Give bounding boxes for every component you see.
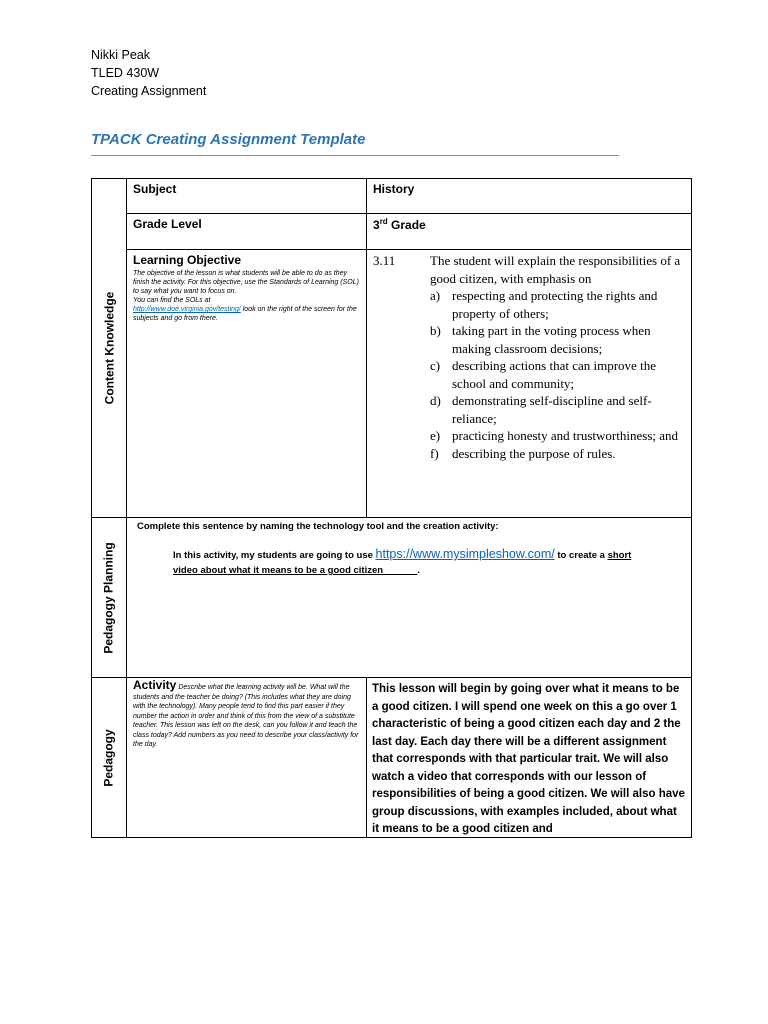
planning-prompt: Complete this sentence by naming the technology tool and the creation activity:: [137, 521, 499, 532]
activity-label-cell: [126, 677, 367, 838]
activity-description-cell: [366, 677, 692, 838]
list-item: b) taking part in the voting process when making classroom decisions;: [430, 323, 651, 356]
content-knowledge-label: Content Knowledge: [102, 291, 117, 405]
activity-label: Activity: [133, 678, 177, 692]
grade-value: 3rd Grade: [373, 217, 426, 232]
list-item: d) demonstrating self-discipline and self-reliance;: [430, 393, 652, 426]
list-item: f) describing the purpose of rules.: [430, 445, 616, 461]
objective-instructions: The objective of the lesson is what students will be able to do as they finish the activity. For this objective, use the Standards of Learning (SOL) to say what you want to focus on. You can find the SOLs at http://www.doe.virginia.gov/testing/ look on the right of the screen for the subjects and go from there.: [133, 270, 359, 322]
grade-value-cell: [366, 213, 692, 250]
subject-value: History: [373, 182, 415, 196]
pedagogy-side: [91, 677, 127, 838]
document-title: TPACK Creating Assignment Template: [91, 131, 366, 148]
planning-cell: [126, 517, 692, 678]
objective-intro: The student will explain the responsibilities of a good citizen, with emphasis on: [430, 253, 681, 286]
title-rule: [91, 155, 619, 156]
list-item: e) practicing honesty and trustworthiness; and: [430, 428, 679, 443]
subject-label-cell: [126, 178, 367, 214]
template-table: [91, 178, 692, 838]
activity-description: This lesson will begin by going over what it means to be a good citizen. I will spend one week on this a go over 1 characteristic of being a good citizen each day and 2 the last day. Each day there will be a different assignment that corresponds with that particular trait. We will also watch a video that corresponds with our lesson of responsibilities of being a good citizen. We will also have group discussions, with examples included, about what it means to be a good citizen and: [372, 683, 685, 835]
assignment-name: Creating Assignment: [91, 84, 207, 98]
course-code: TLED 430W: [91, 66, 160, 80]
pedagogy-planning-side: [91, 517, 127, 678]
sol-link[interactable]: http://www.doe.virginia.gov/testing/: [133, 306, 241, 313]
grade-label: Grade Level: [133, 217, 202, 231]
list-item: c) describing actions that can improve the school and community;: [430, 358, 656, 391]
document-header: [91, 46, 206, 100]
activity-instructions: Activity Describe what the learning activity will be. What will the students and the teacher be doing? (This includes what they are doing with the technology). Many people tend to find this part easier if they number the action in order and think of this from the view of a substitute teacher. This lesson was left on the desk, can you follow it and teach the class today? Add numbers as you need to describe your class/activity for the day.: [133, 678, 359, 748]
pedagogy-label: Pedagogy: [102, 728, 117, 787]
objective-list: [430, 287, 685, 462]
subject-value-cell: [366, 178, 692, 214]
content-knowledge-side: [91, 178, 127, 518]
objective-label: Learning Objective: [133, 253, 242, 267]
planning-sentence: In this activity, my students are going to use https://www.mysimpleshow.com/ to create a short video about what it means to be a good citizen .: [173, 547, 632, 576]
sol-number: 3.11: [373, 253, 396, 268]
list-item: a) respecting and protecting the rights and property of others;: [430, 288, 658, 321]
author-name: Nikki Peak: [91, 48, 151, 62]
tool-link[interactable]: https://www.mysimpleshow.com/: [375, 547, 555, 561]
subject-label: Subject: [133, 182, 177, 196]
pedagogy-planning-label: Pedagogy Planning: [102, 541, 117, 654]
objective-value-cell: [366, 249, 692, 518]
objective-label-cell: [126, 249, 367, 518]
grade-label-cell: [126, 213, 367, 250]
